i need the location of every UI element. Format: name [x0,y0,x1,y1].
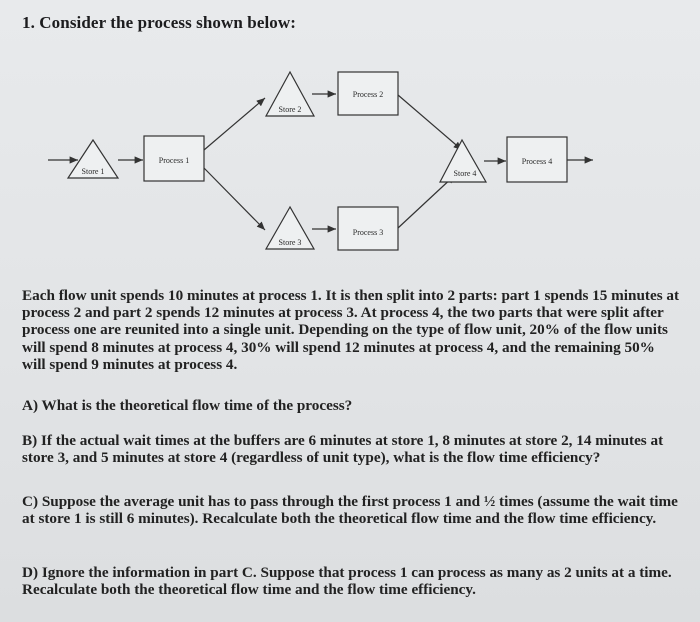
question-a: A) What is the theoretical flow time of the process? [22,397,353,414]
process-flow-diagram [0,0,700,280]
process-1-box [144,136,204,181]
process-4-box [507,137,567,182]
process-2-box [338,72,398,115]
store-4-triangle [440,140,486,182]
question-b: B) If the actual wait times at the buffers are 6 minutes at store 1, 8 minutes at store 2, 14 minutes at store 3, and 5 minutes at store 4 (regardless of unit type), what is the flow time efficiency? [22,432,664,467]
process-1-label: Process 1 [158,156,190,165]
store-2-label: Store 2 [278,105,302,114]
question-d: D) Ignore the information in part C. Suppose that process 1 can process as many as 2 units at a time. Recalculate both the theoretical flow time and the flow time efficiency. [22,564,672,599]
store-1-label: Store 1 [81,167,105,176]
process-3-box [338,207,398,250]
store-4-label: Store 4 [453,169,477,178]
process-4-label: Process 4 [521,157,553,166]
store-2-triangle [266,72,314,116]
question-c: C) Suppose the average unit has to pass through the first process 1 and ½ times (assume the wait time at store 1 is still 6 minutes). Recalculate both the theoretical flow time and the flow time efficiency. [22,493,678,528]
question-heading: 1. Consider the process shown below: [22,13,297,32]
process-3-label: Process 3 [352,228,384,237]
store-3-label: Store 3 [278,238,302,247]
store-1-triangle [68,140,118,178]
process-2-label: Process 2 [352,90,384,99]
store-3-triangle [266,207,314,249]
problem-description: Each flow unit spends 10 minutes at process 1. It is then split into 2 parts: part 1 spends 15 minutes at process 2 and part 2 spends 12 minutes at process 3. At process 4, the two parts that were split after process one are reunited into a single unit. Depending on the type of flow unit, 20% of the flow units will spend 8 minutes at process 4, 30% will spend 12 minutes at process 4, and the remaining 50% will spend 9 minutes at process 4. [22,287,680,373]
